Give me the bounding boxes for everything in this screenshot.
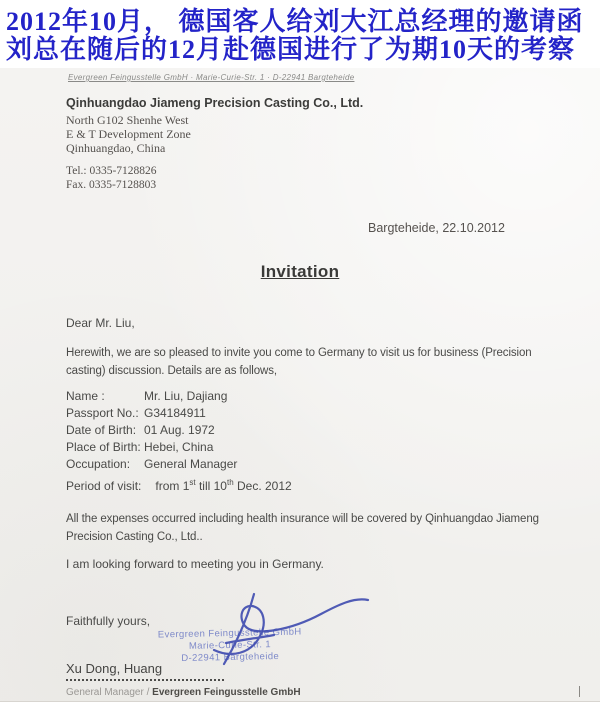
stamp-line: D-22941 Bargteheide	[181, 650, 280, 665]
recipient-company-name: Qinhuangdao Jiameng Precision Casting Co., Ltd.	[66, 96, 364, 110]
signature-ink	[196, 588, 386, 673]
signer-role-line	[66, 687, 301, 698]
detail-label: Passport No.:	[66, 406, 139, 420]
tel-line: Tel.: 0335-7128826	[66, 165, 157, 177]
detail-row-occupation	[66, 457, 237, 474]
visitor-details	[66, 389, 237, 474]
stamp-line: Marie-Curie-Str. 1	[188, 639, 272, 652]
signer-role-title: General Manager /	[66, 687, 153, 698]
period-label: Period of visit:	[66, 479, 142, 493]
intro-paragraph: Herewith, we are so pleased to invite you come to Germany to visit us for business (Precision casting) discussion. Details are as follows,	[66, 347, 532, 377]
address-line: North G102 Shenhe West	[66, 113, 189, 127]
detail-row-passport	[66, 406, 237, 423]
detail-value: G34184911	[144, 406, 206, 420]
recipient-address	[66, 113, 191, 155]
scan-artifact-tick	[579, 686, 581, 697]
expenses-paragraph: All the expenses occurred including health insurance will be covered by Qinhuangdao Jiameng Precision Casting Co., Ltd..	[66, 513, 539, 543]
detail-value: 01 Aug. 1972	[144, 423, 215, 437]
signer-role-company: Evergreen Feingusstelle GmbH	[152, 687, 301, 698]
address-line: E & T Development Zone	[66, 127, 191, 141]
contact-block	[66, 164, 157, 192]
signer-name: Xu Dong, Huang	[66, 661, 163, 676]
letterhead-sender-line: Evergreen Feingusstelle GmbH · Marie-Curie-Str. 1 · D-22941 Bargteheide	[68, 73, 355, 82]
detail-row-birthdate	[66, 423, 237, 440]
scanned-letter	[0, 68, 600, 702]
detail-label: Date of Birth:	[66, 423, 137, 437]
detail-row-birthplace	[66, 440, 237, 457]
signature-dotted-line	[66, 679, 224, 681]
letter-title: Invitation	[260, 262, 340, 281]
fax-line: Fax. 0335-7128803	[66, 179, 157, 191]
detail-value: General Manager	[144, 457, 238, 471]
detail-label: Name :	[66, 389, 105, 403]
period-of-visit: Period of visit: from 1st till 10th Dec. 2012	[66, 478, 292, 493]
annotation-line-2: 刘总在随后的12月赴德国进行了为期10天的考察	[6, 35, 576, 64]
annotation-line-1: 2012年10月， 德国客人给刘大江总经理的邀请函	[6, 7, 584, 36]
detail-label: Place of Birth:	[66, 440, 141, 454]
detail-label: Occupation:	[66, 457, 131, 471]
detail-row-name	[66, 389, 237, 406]
place-date-line: Bargteheide, 22.10.2012	[368, 221, 505, 235]
detail-value: Mr. Liu, Dajiang	[144, 389, 228, 403]
looking-forward-line: I am looking forward to meeting you in Germany.	[66, 557, 324, 571]
salutation: Dear Mr. Liu,	[66, 316, 135, 330]
valediction: Faithfully yours,	[66, 614, 151, 628]
address-line: Qinhuangdao, China	[66, 141, 166, 155]
detail-value: Hebei, China	[144, 440, 214, 454]
stamp-line: Evergreen Feingusstelle GmbH	[157, 626, 302, 641]
